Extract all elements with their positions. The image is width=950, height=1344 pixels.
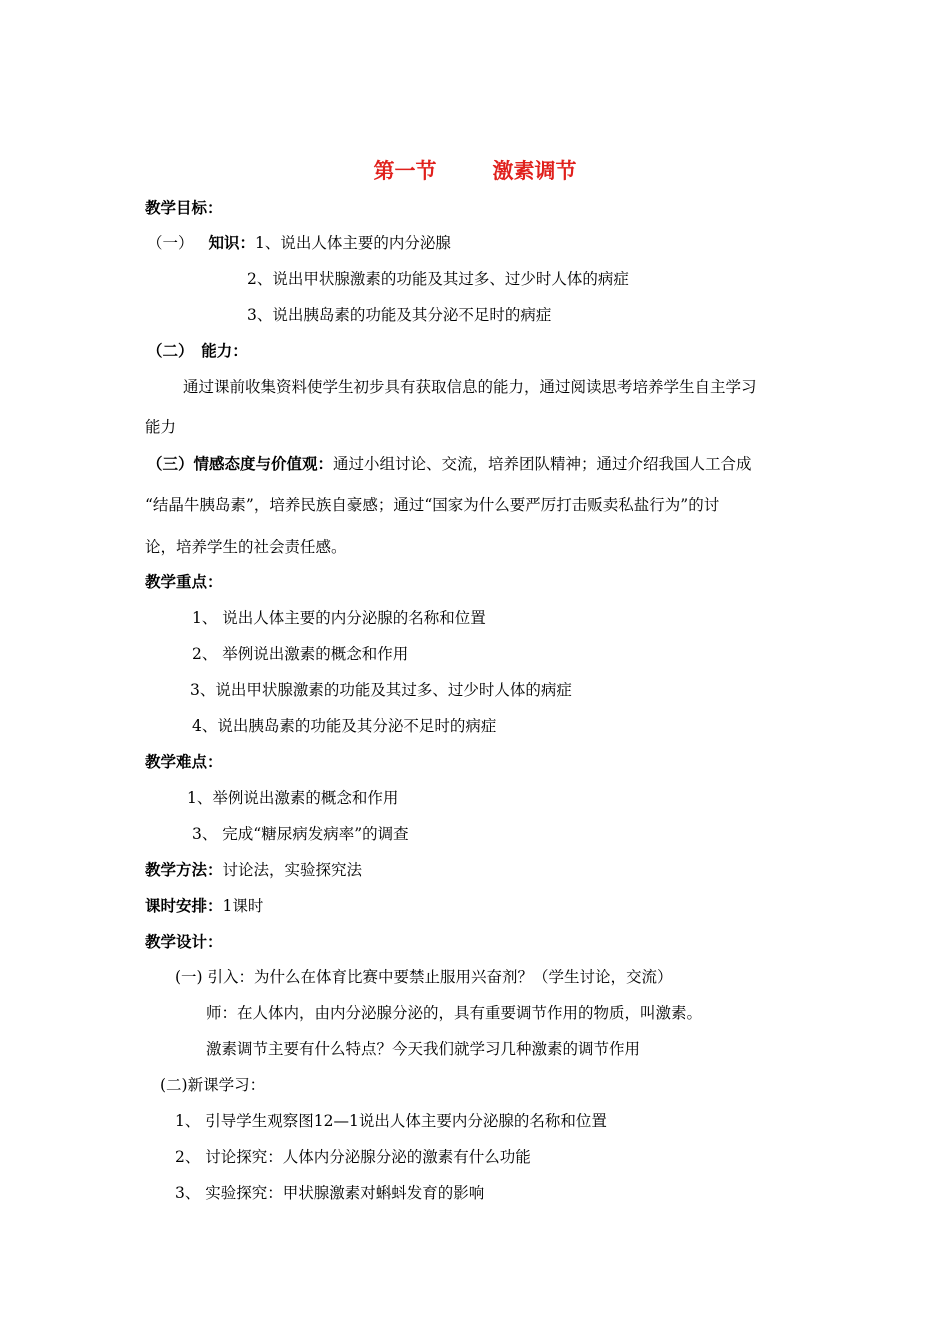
design-teacher: 师：在人体内，由内分泌腺分泌的，具有重要调节作用的物质，叫激素。 bbox=[206, 1004, 703, 1022]
page-title bbox=[0, 158, 950, 184]
design-question: 激素调节主要有什么特点？今天我们就学习几种激素的调节作用 bbox=[206, 1040, 641, 1058]
design-new-lesson: (二)新课学习： bbox=[160, 1076, 266, 1094]
key-point-item-3: 3、说出甲状腺激素的功能及其过多、过少时人体的病症 bbox=[190, 681, 572, 699]
key-points-heading: 教学重点： bbox=[145, 572, 223, 591]
design-step-3: 3、 实验探究：甲状腺激素对蝌蚪发育的影响 bbox=[175, 1184, 485, 1202]
difficult-point-item-1: 1、举例说出激素的概念和作用 bbox=[187, 789, 399, 807]
emotion-label: （三）情感态度与价值观： bbox=[147, 454, 334, 473]
emotion-line2: “结晶牛胰岛素”，培养民族自豪感；通过“国家为什么要严厉打击贩卖私盐行为”的讨 bbox=[145, 496, 720, 514]
method-line bbox=[145, 860, 362, 880]
method-value: 讨论法，实验探究法 bbox=[222, 861, 363, 879]
emotion-line3: 论，培养学生的社会责任感。 bbox=[145, 538, 347, 556]
knowledge-line bbox=[147, 233, 451, 253]
key-point-item-4: 4、说出胰岛素的功能及其分泌不足时的病症 bbox=[192, 717, 497, 735]
difficult-point-item-2: 3、 完成“糖尿病发病率”的调查 bbox=[192, 825, 409, 843]
ability-text-line1: 通过课前收集资料使学生初步具有获取信息的能力，通过阅读思考培养学生自主学习 bbox=[183, 378, 757, 396]
method-label: 教学方法： bbox=[145, 860, 223, 879]
schedule-value: 1课时 bbox=[222, 897, 264, 915]
knowledge-item-1: 1、说出人体主要的内分泌腺 bbox=[254, 234, 451, 252]
schedule-line bbox=[145, 896, 263, 916]
emotion-text: 通过小组讨论、交流，培养团队精神；通过介绍我国人工合成 bbox=[333, 455, 752, 473]
difficult-points-heading: 教学难点： bbox=[145, 752, 223, 771]
knowledge-item-3: 3、说出胰岛素的功能及其分泌不足时的病症 bbox=[247, 306, 552, 324]
design-step-1: 1、 引导学生观察图12—1说出人体主要内分泌腺的名称和位置 bbox=[175, 1112, 607, 1130]
ability-text-line2: 能力 bbox=[145, 418, 177, 436]
design-heading: 教学设计： bbox=[145, 932, 223, 951]
emotion-line1 bbox=[147, 454, 752, 474]
title-section-number: 第一节 bbox=[373, 158, 437, 183]
title-topic: 激素调节 bbox=[492, 158, 577, 183]
objectives-heading: 教学目标： bbox=[145, 198, 223, 217]
design-intro: (一) 引入：为什么在体育比赛中要禁止服用兴奋剂？（学生讨论，交流） bbox=[175, 968, 673, 986]
knowledge-label: 知识： bbox=[208, 233, 255, 252]
key-point-item-2: 2、 举例说出激素的概念和作用 bbox=[192, 645, 409, 663]
knowledge-prefix: （一） bbox=[147, 234, 194, 252]
ability-heading: （二） 能力： bbox=[147, 341, 248, 360]
design-step-2: 2、 讨论探究：人体内分泌腺分泌的激素有什么功能 bbox=[175, 1148, 531, 1166]
key-point-item-1: 1、 说出人体主要的内分泌腺的名称和位置 bbox=[192, 609, 486, 627]
schedule-label: 课时安排： bbox=[145, 896, 223, 915]
knowledge-item-2: 2、说出甲状腺激素的功能及其过多、过少时人体的病症 bbox=[247, 270, 629, 288]
